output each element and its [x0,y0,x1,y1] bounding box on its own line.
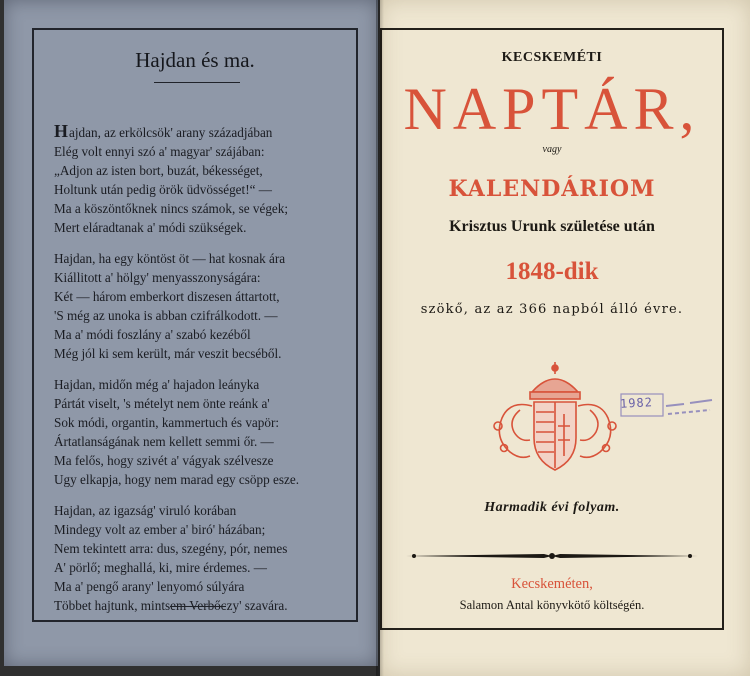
poem-line: Hajdan, az igazság' viruló korában [54,503,237,518]
poem-line: Elég volt ennyi szó a' magyar' szájában: [54,144,265,159]
poem-stanza [54,122,354,237]
publisher-line: Salamon Antal könyvkötő költségén. [459,598,645,612]
poem-line: Pártát viselt, 's mételyt nem önte reánk a' [54,396,270,411]
stamp-marks-icon [620,386,716,426]
poem-line: Nem tekintett arra: dus, szegény, pór, nemes [54,541,288,556]
poem-line: Többet hajtunk, mintsem Verbőczy' szavára. [54,598,288,613]
leap-year-line: szökő, az az 366 napból álló évre. [420,302,684,317]
right-page [380,0,750,676]
poem-body [54,122,354,627]
poem-line: Még jól ki sem került, már veszit becséből. [54,346,282,361]
spine-shadow [376,0,384,676]
left-page-border [32,28,358,622]
poem-line: Kiállitott a' hölgy' menyasszonyságára: [54,270,261,285]
poem-line: 'S még az unoka is abban czifrálkodott. — [54,308,278,323]
poem-line: Két — három emberkort diszesen áttartott, [54,289,280,304]
era-line: Krisztus Urunk születése után [449,218,655,235]
poem-stanza [54,501,354,615]
poem-line: Mindegy volt az ember a' biró' házában; [54,522,266,537]
poem-line: Hajdan, midőn még a' hajadon leányka [54,377,260,392]
poem-line: Ma a' módi foszlány a' szabó kezéből [54,327,251,342]
ornament-divider-icon [404,548,700,564]
hungarian-crest-icon [480,360,630,480]
poem-line: Hajdan, ha egy köntöst öt — hat kosnak ára [54,251,286,266]
poem-line: A' pörlő; meghallá, ki, mire érdemes. — [54,560,267,575]
poem-stanza [54,375,354,489]
poem-line: Ma felős, hogy szivét a' vágyak szélvesze [54,453,274,468]
library-stamp [620,386,716,426]
volume-line: Harmadik évi folyam. [484,500,620,515]
poem-line: Hajdan, az erkölcsök' arany századjában [54,121,273,141]
poem-line: Ma a köszöntőknek nincs számok, se végek; [54,201,289,216]
city-heading: KECSKEMÉTI [501,50,603,65]
main-title: NAPTÁR, [403,76,701,142]
poem-line: „Adjon az isten bort, buzát, békességet, [54,163,263,178]
poem-stanza [54,249,354,363]
poem-line: Sok módi, organtin, kammertuch és vapör: [54,415,280,430]
poem-line: Ártatlanságának nem kellett semmi őr. — [54,434,274,449]
title-divider [154,82,240,83]
stamp-number: 1982 [619,395,654,411]
poem-line: Mert eláradtanak a' módi szükségek. [54,220,247,235]
left-page [4,0,378,666]
poem-title: Hajdan és ma. [135,48,255,72]
poem-line: Holtunk után pedig örök üdvösséget!“ — [54,182,272,197]
year: 1848-dik [505,258,599,285]
poem-line: Ugy elkapja, hogy nem marad egy csöpp esze. [54,472,299,487]
subtitle: KALENDÁRIOM [448,176,656,202]
title-page-border [380,28,724,630]
conjunction: vagy [542,144,562,155]
poem-line: Ma a' pengő arany' lenyomó súlyára [54,579,245,594]
end-divider [170,606,226,607]
publication-place: Kecskeméten, [511,576,593,592]
